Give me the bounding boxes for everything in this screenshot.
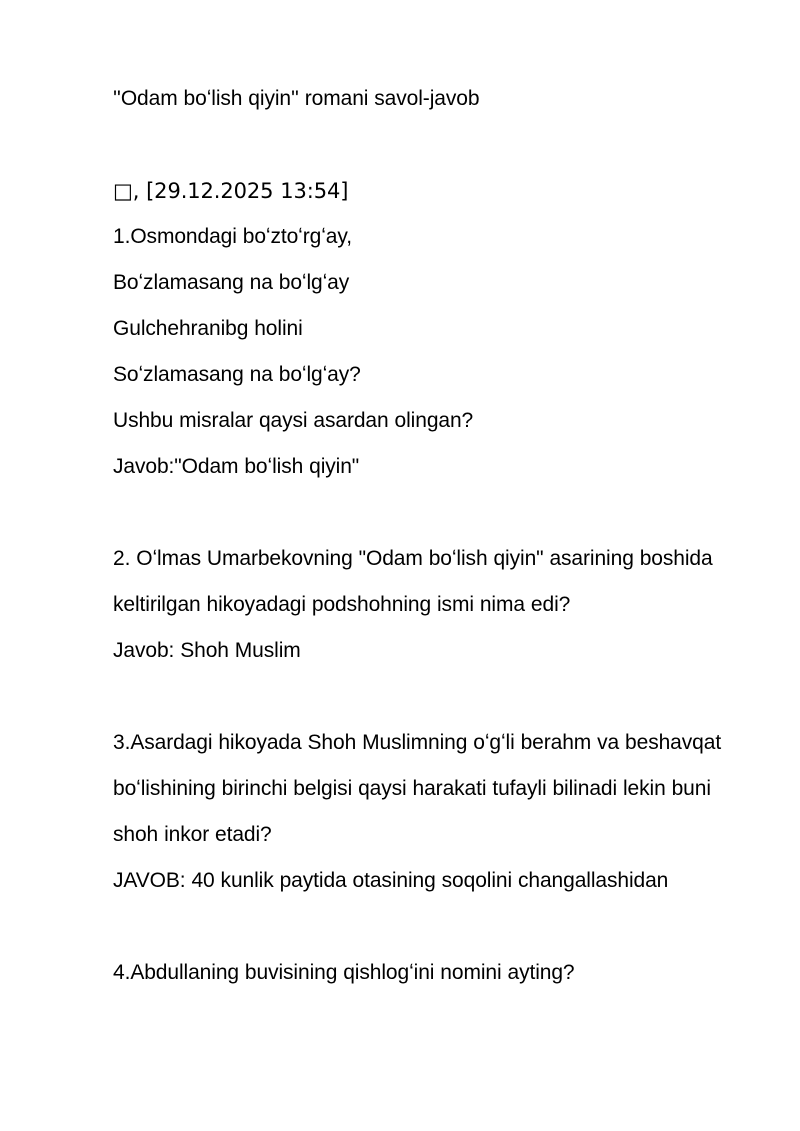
question-1-text: Ushbu misralar qaysi asardan olingan? <box>113 409 474 432</box>
qa-block-question-1 <box>113 214 737 490</box>
question-4-text: 4.Abdullaning buvisining qishlogʻini nomini ayting? <box>113 961 575 984</box>
answer-2-text: Javob: Shoh Muslim <box>113 639 301 662</box>
poem-line-4: Soʻzlamasang na boʻlgʻay? <box>113 363 361 386</box>
qa-block-question-3 <box>113 720 737 904</box>
qa-block-question-4 <box>113 950 737 996</box>
message-timestamp: □, [29.12.2025 13:54] <box>113 179 349 203</box>
answer-3-text: JAVOB: 40 kunlik paytida otasining soqolini changallashidan <box>113 869 669 892</box>
document-body <box>113 76 737 996</box>
poem-line-2: Boʻzlamasang na boʻlgʻay <box>113 271 350 294</box>
question-3-text: 3.Asardagi hikoyada Shoh Muslimning oʻgʻli berahm va beshavqat boʻlishining birinchi belgisi qaysi harakati tufayli bilinadi lekin buni shoh inkor etadi? <box>113 731 722 846</box>
question-2-text: 2. Oʻlmas Umarbekovning "Odam boʻlish qiyin" asarining boshida keltirilgan hikoyadagi podshohning ismi nima edi? <box>113 547 713 616</box>
poem-line-1: 1.Osmondagi boʻztoʻrgʻay, <box>113 225 352 248</box>
qa-block-question-2 <box>113 536 737 674</box>
poem-line-3: Gulchehranibg holini <box>113 317 303 340</box>
answer-1-text: Javob:"Odam boʻlish qiyin" <box>113 455 360 478</box>
document-title: ''Odam boʻlish qiyin'' romani savol-javob <box>113 87 480 110</box>
